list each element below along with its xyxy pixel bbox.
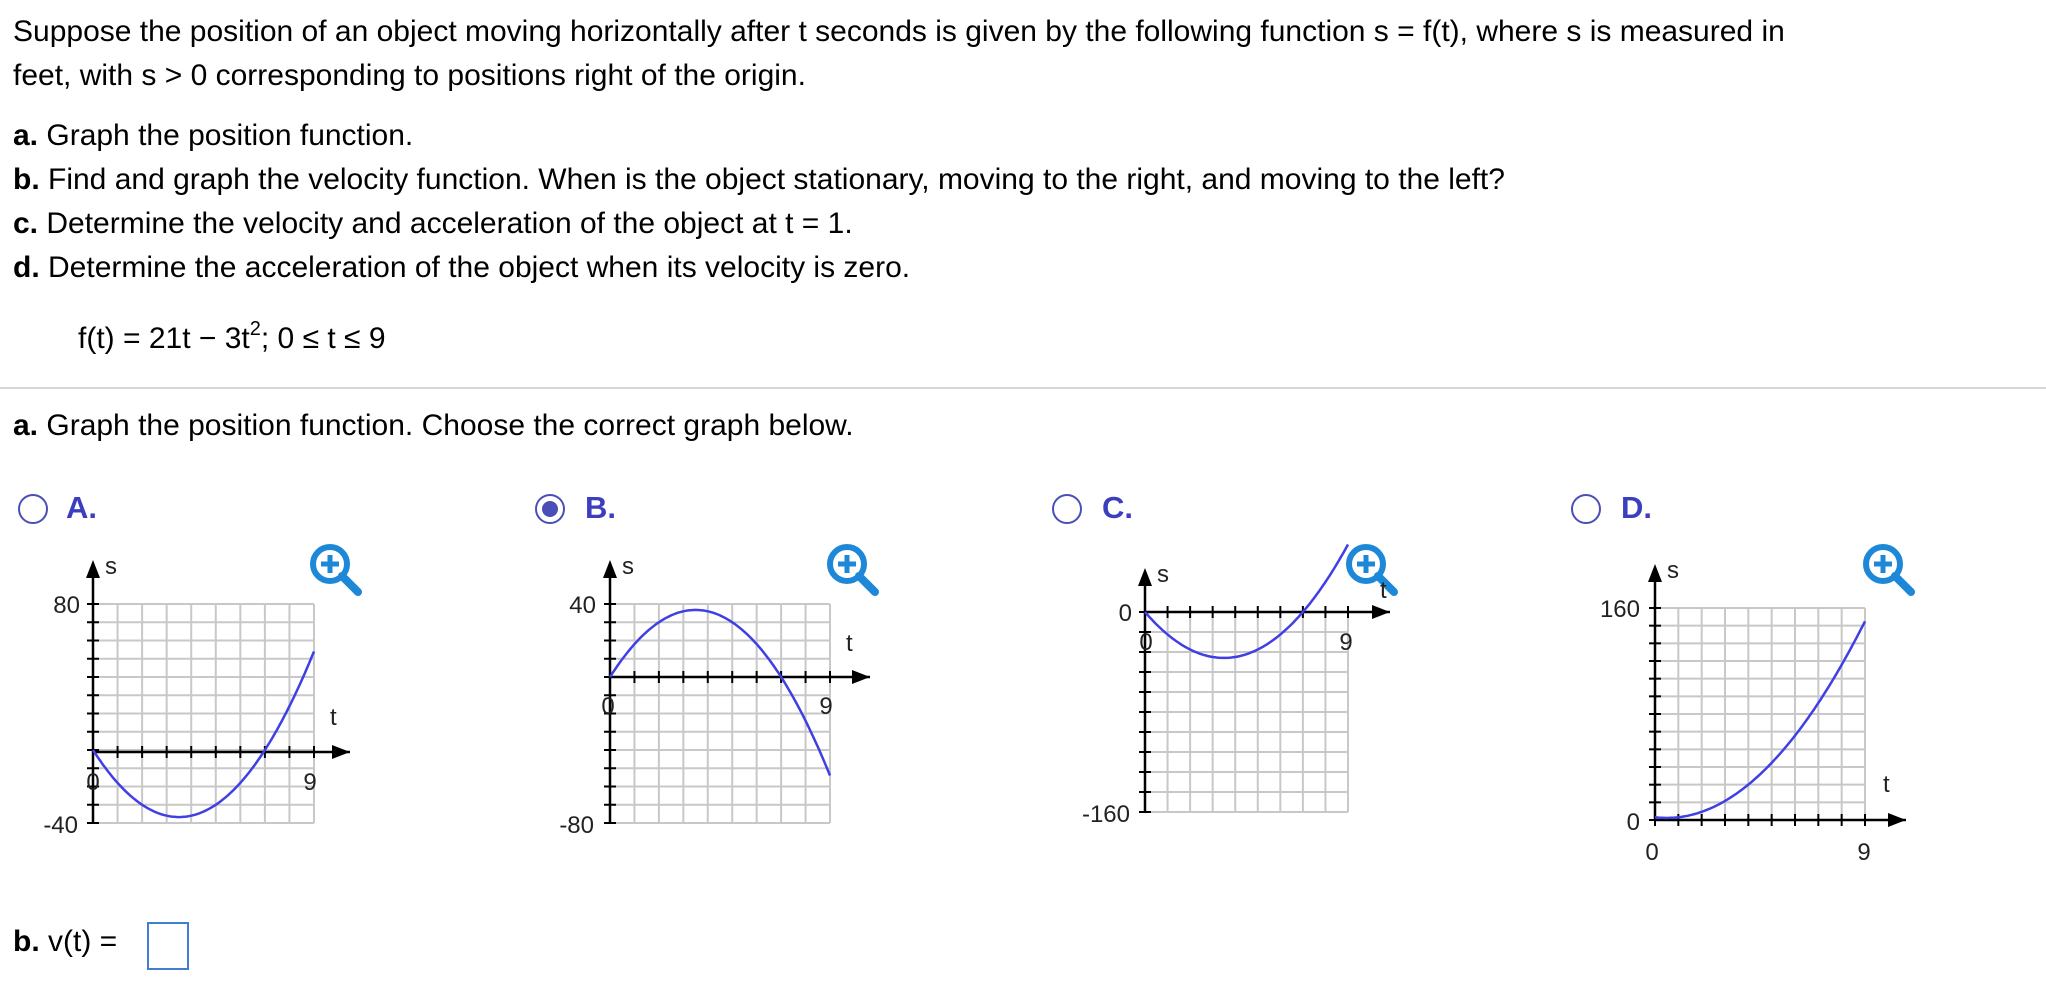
graph-option-c [1082, 545, 1390, 829]
graph-option-b [559, 553, 870, 839]
part-text: Determine the velocity and acceleration of the object at t = 1. [38, 207, 853, 240]
y-axis-label: s [105, 553, 117, 580]
y-axis-label: s [1157, 561, 1169, 588]
y-top-tick-label: 80 [53, 592, 80, 619]
x-axis-arrow [1888, 813, 1906, 827]
y-axis-label: s [1667, 557, 1679, 584]
x-axis-arrow [852, 670, 870, 684]
x-start-tick-label: 0 [86, 769, 100, 796]
y-axis-arrow [1138, 568, 1152, 586]
x-start-tick-label: 0 [601, 693, 615, 720]
y-axis-arrow [1648, 564, 1662, 582]
question-text: Graph the position function. Choose the correct graph below. [38, 409, 854, 442]
formula-domain: ; 0 ≤ t ≤ 9 [260, 322, 386, 355]
question-text: v(t) = [39, 925, 118, 958]
y-bottom-tick-label: 0 [1626, 809, 1640, 836]
graph-option-a [43, 553, 350, 839]
option-d-label[interactable]: D. [1621, 490, 1652, 525]
x-end-tick-label: 9 [819, 693, 833, 720]
part-letter: d. [13, 251, 40, 284]
y-bottom-tick-label: -160 [1081, 801, 1130, 828]
x-start-tick-label: 0 [1139, 629, 1153, 656]
option-a-label[interactable]: A. [66, 490, 97, 525]
x-axis-arrow [1372, 605, 1390, 619]
x-axis-label: t [330, 704, 337, 731]
position-curve [1655, 621, 1865, 818]
x-axis-label: t [1380, 577, 1387, 604]
part-letter: c. [13, 207, 39, 240]
position-curve [1145, 545, 1348, 658]
question-letter: a. [13, 409, 39, 442]
x-end-tick-label: 9 [1339, 629, 1353, 656]
x-axis-arrow [332, 745, 350, 759]
x-axis-label: t [846, 630, 853, 657]
part-text: Find and graph the velocity function. When is the object stationary, moving to the right, and moving to the left? [39, 163, 1505, 196]
x-axis-label: t [1883, 771, 1890, 798]
x-start-tick-label: 0 [1645, 839, 1659, 866]
y-axis-arrow [603, 560, 617, 578]
part-text: Determine the acceleration of the object when its velocity is zero. [39, 251, 911, 284]
option-b-label[interactable]: B. [585, 490, 616, 525]
x-end-tick-label: 9 [303, 769, 317, 796]
problem-intro-line-1: Suppose the position of an object moving horizontally after t seconds is given by the following function s = f(t), where s is measured in [13, 15, 1785, 48]
y-bottom-tick-label: -40 [43, 812, 78, 839]
graph-option-d [1600, 557, 1906, 866]
option-c-label[interactable]: C. [1102, 490, 1133, 525]
formula-main: f(t) = 21t − 3t [78, 322, 250, 355]
y-axis-arrow [86, 560, 100, 578]
problem-intro-line-2: feet, with s > 0 corresponding to positions right of the origin. [13, 59, 806, 92]
formula-exponent: 2 [249, 318, 261, 340]
y-bottom-tick-label: -80 [559, 812, 594, 839]
question-letter: b. [13, 925, 40, 958]
y-top-tick-label: 160 [1599, 596, 1640, 623]
y-top-tick-label: 40 [569, 592, 596, 619]
part-letter: a. [13, 119, 39, 152]
y-top-tick-label: 0 [1118, 600, 1132, 627]
question-b-prompt [13, 924, 117, 960]
part-text: Graph the position function. [38, 119, 414, 152]
part-letter: b. [13, 163, 40, 196]
y-axis-label: s [622, 553, 634, 580]
velocity-answer-input[interactable] [147, 922, 189, 970]
x-end-tick-label: 9 [1857, 839, 1871, 866]
